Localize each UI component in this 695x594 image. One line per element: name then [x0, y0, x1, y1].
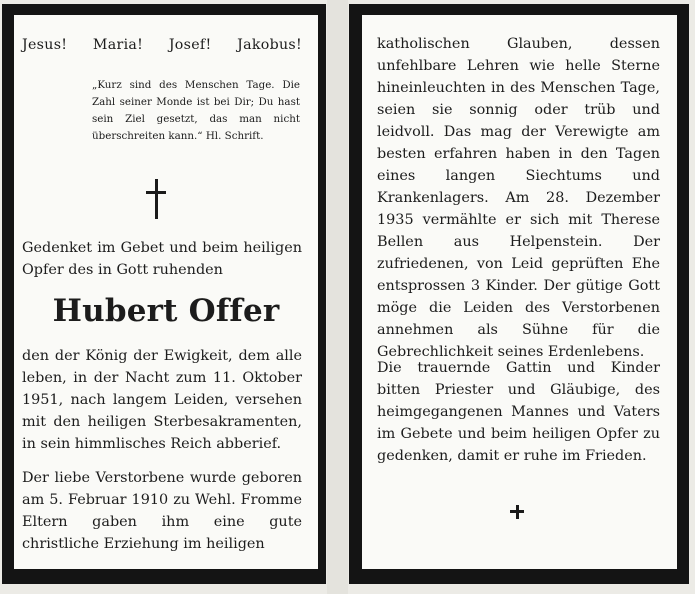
- card-fold-gap: [327, 0, 348, 594]
- invocation-jesus: Jesus!: [22, 37, 68, 53]
- invocation-line: [22, 37, 302, 53]
- small-cross-icon: [510, 505, 524, 519]
- right-page: [362, 15, 677, 569]
- right-page-border: [349, 4, 689, 584]
- death-text: den der König der Ewigkeit, dem alle leben, in der Nacht zum 11. Oktober 1951, nach langem Leiden, versehen mit den heiligen Sterbesakramenten, in sein himmlisches Reich abberief.: [22, 348, 302, 452]
- invocation-jakobus: Jakobus!: [237, 37, 302, 53]
- invocation-maria: Maria!: [92, 37, 144, 53]
- scripture-verse: „Kurz sind des Menschen Tage. Die Zahl seiner Monde ist bei Dir; Du hast sein Ziel gesetzt, das man nicht überschreiten kann.“ Hl. Schrift.: [92, 79, 300, 142]
- biography-continued: katholischen Glauben, dessen unfehlbare Lehren wie helle Sterne hineinleuchten in des Menschen Tage, seien sie sonnig oder trüb und leidvoll. Das mag der Verewigte am besten erfahren haben in den Tagen eines langen Siechtums und Krankenlagers. Am 28. Dezember 1935 vermählte er sich mit Therese Bellen aus Helpenstein. Der zufriedenen, von Leid geprüften Ehe entsprossen 3 Kinder. Der gütige Gott möge die Leiden des Verstorbenen annehmen als Sühne für die Gebrechlichkeit seines Erdenlebens.: [377, 36, 660, 360]
- left-page: [14, 15, 318, 569]
- left-page-border: [2, 4, 326, 584]
- deceased-name: Hubert Offer: [52, 293, 280, 329]
- invocation-josef: Josef!: [168, 37, 212, 53]
- latin-cross-icon: [146, 179, 166, 219]
- biography-start: Der liebe Verstorbene wurde geboren am 5. Februar 1910 zu Wehl. Fromme Eltern gaben ihm eine gute christliche Erziehung im heiligen: [22, 470, 302, 552]
- closing-text: Die trauernde Gattin und Kinder bitten Priester und Gläubige, des heimgegangenen Mannes und Vaters im Gebete und beim heiligen Opfer zu gedenken, damit er ruhe im Frieden.: [377, 360, 660, 464]
- intro-text: Gedenket im Gebet und beim heiligen Opfer des in Gott ruhenden: [22, 240, 302, 278]
